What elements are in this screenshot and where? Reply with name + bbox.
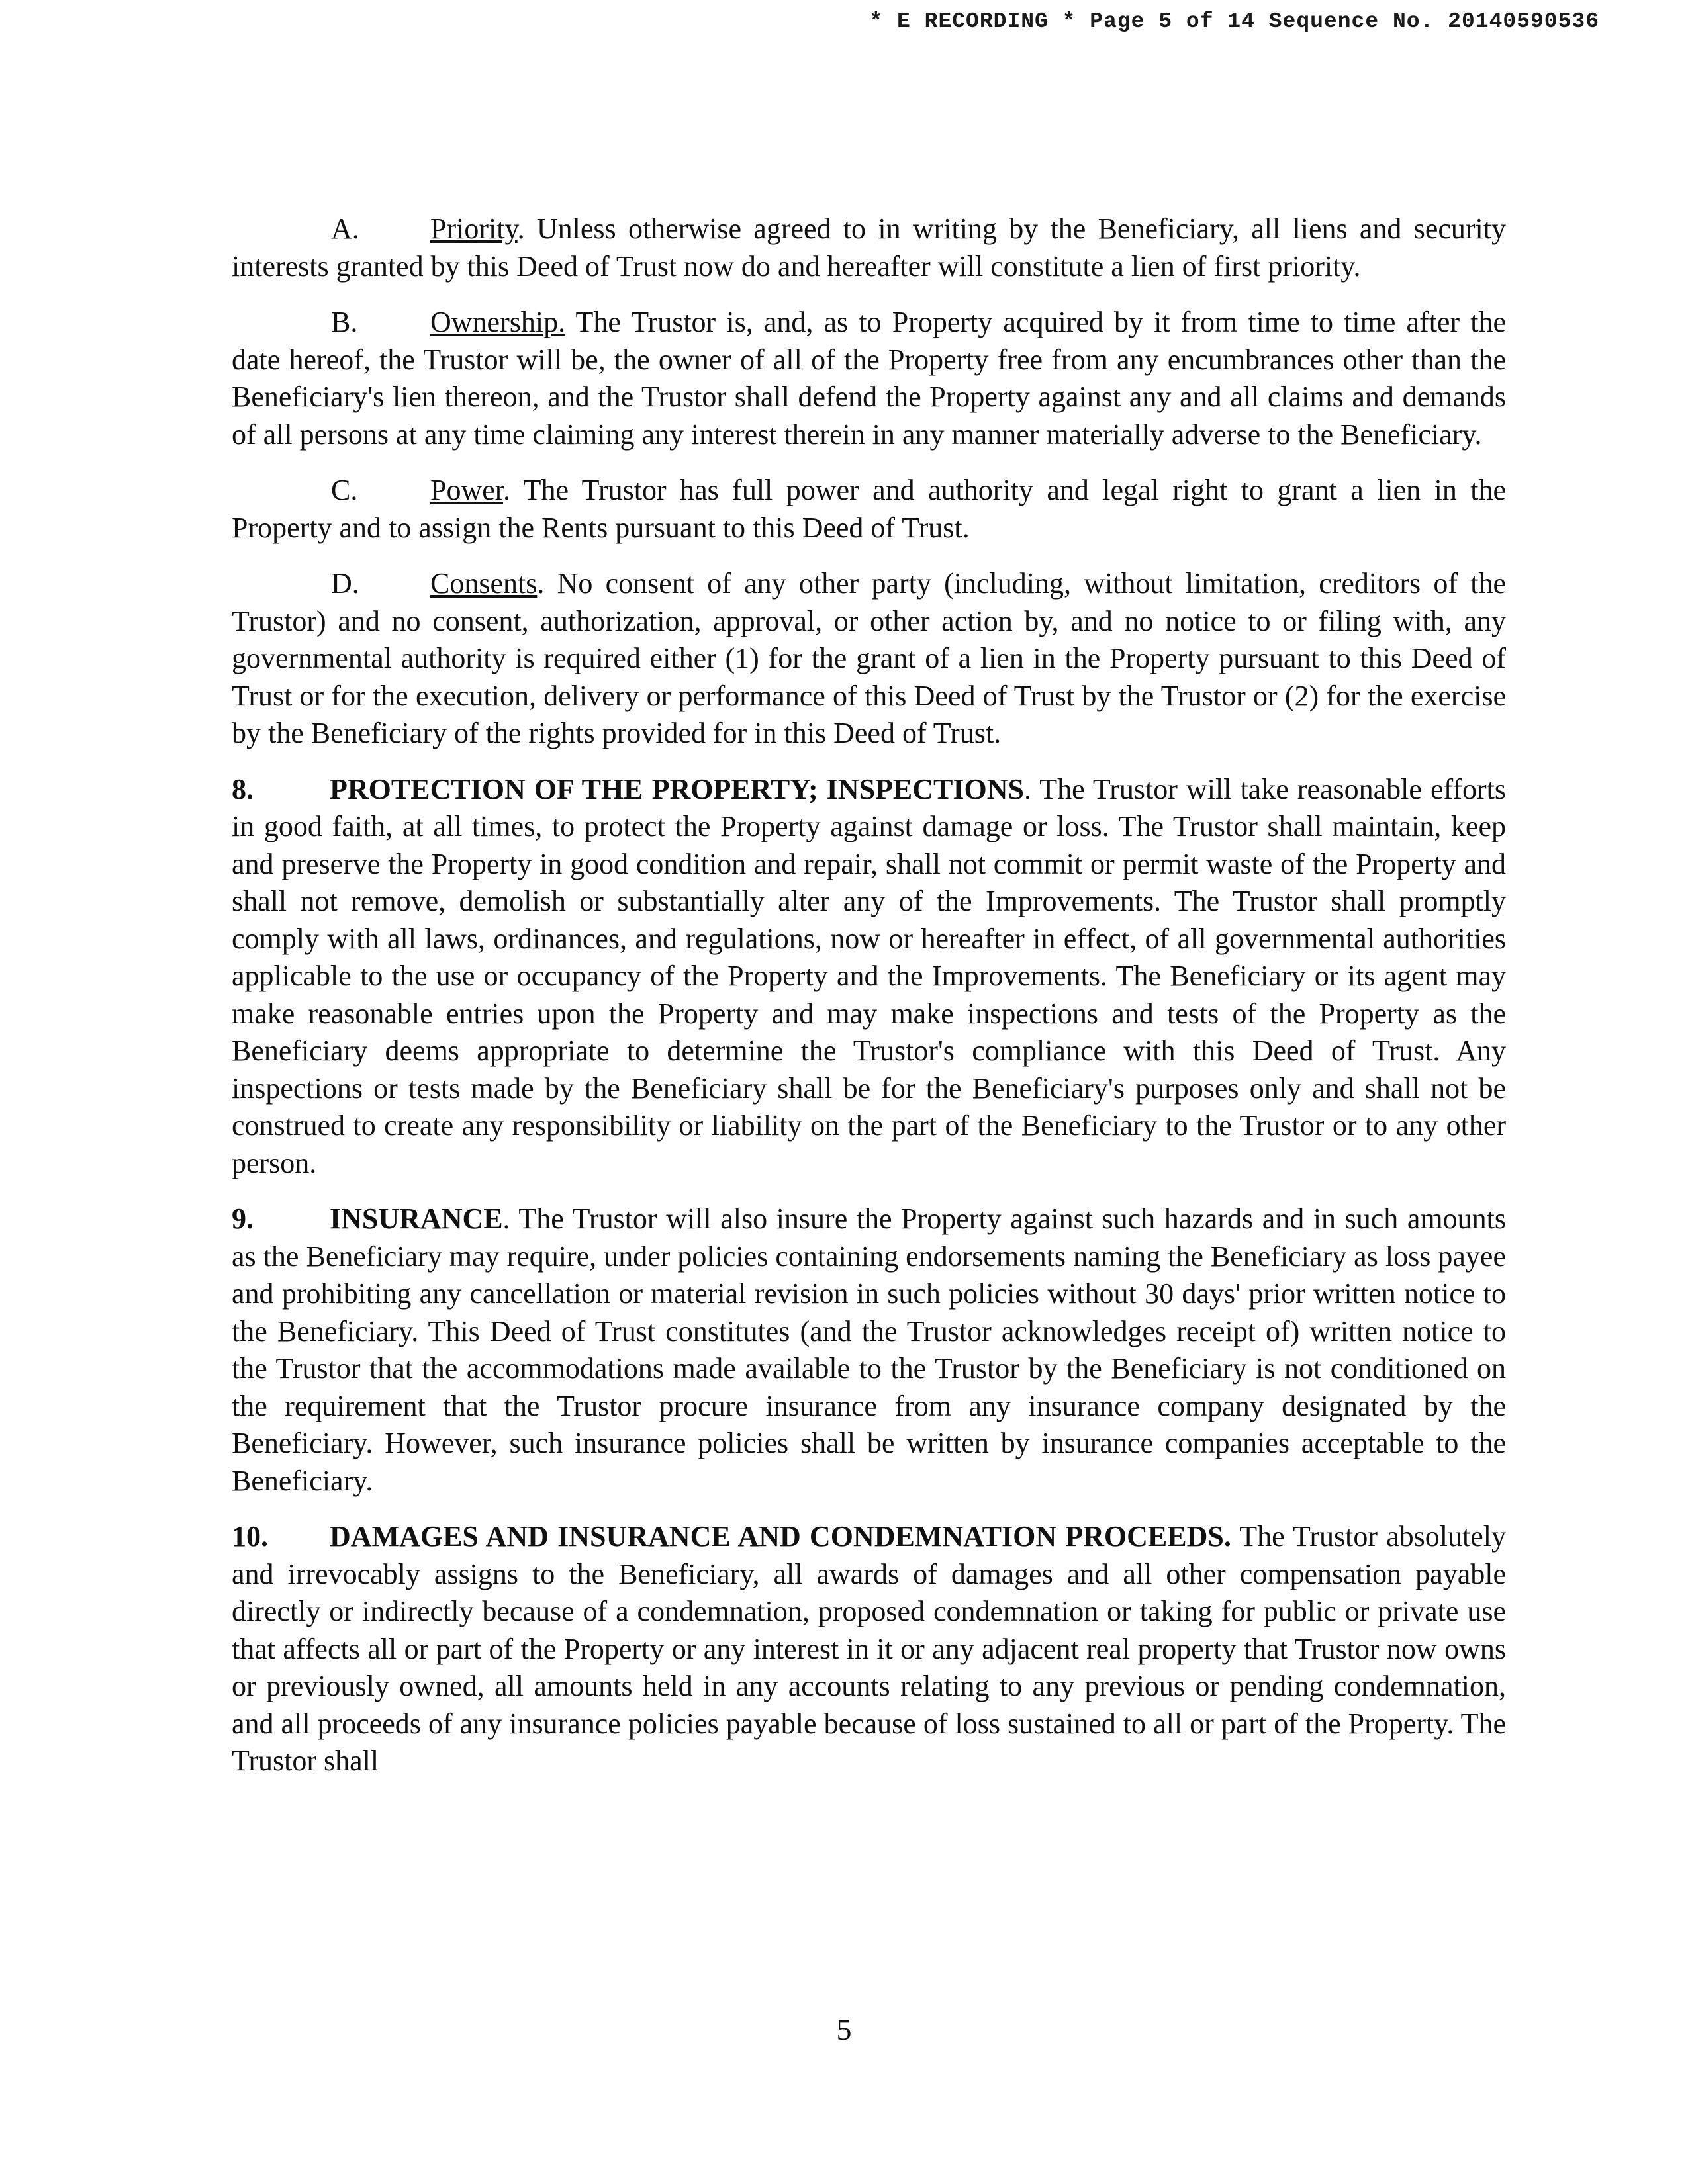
section-number: 9. <box>232 1203 254 1235</box>
section-8 <box>232 771 1506 1183</box>
section-text: . The Trustor will also insure the Property against such hazards and in such amounts as the Beneficiary may require, under policies containing endorsements naming the Beneficiary as loss payee and prohibiting any cancellation or material revision in such policies without 30 days' prior written notice to the Beneficiary. This Deed of Trust constitutes (and the Trustor acknowledges receipt of) written notice to the Trustor that the accommodations made available to the Trustor by the Beneficiary is not conditioned on the requirement that the Trustor procure insurance from any insurance company designated by the Beneficiary. However, such insurance policies shall be written by insurance companies acceptable to the Beneficiary. <box>232 1203 1506 1497</box>
section-9 <box>232 1201 1506 1500</box>
subsection-title: Priority <box>430 212 518 245</box>
subsection-title: Consents <box>430 567 538 600</box>
subsection-letter: C. <box>331 474 358 506</box>
document-body <box>232 210 1506 1799</box>
section-text: . The Trustor will take reasonable efforts in good faith, at all times, to protect the Property against damage or loss. The Trustor shall maintain, keep and preserve the Property in good condition and repair, shall not commit or permit waste of the Property and shall not remove, demolish or substantially alter any of the Improvements. The Trustor shall promptly comply with all laws, ordinances, and regulations, now or hereafter in effect, of all governmental authorities applicable to the use or occupancy of the Property and the Improvements. The Beneficiary or its agent may make reasonable entries upon the Property and may make inspections and tests of the Property as the Beneficiary deems appropriate to determine the Trustor's compliance with this Deed of Trust. Any inspections or tests made by the Beneficiary shall be for the Beneficiary's purposes only and shall not be construed to create any responsibility or liability on the part of the Beneficiary to the Trustor or to any other person. <box>232 772 1506 1179</box>
subsection-letter: B. <box>331 306 358 338</box>
section-text: The Trustor absolutely and irrevocably assigns to the Beneficiary, all awards of damages and all other compensation payable directly or indirectly because of a condemnation, proposed condemnation or taking for public or private use that affects all or part of the Property or any interest in it or any adjacent real property that Trustor now owns or previously owned, all amounts held in any accounts relating to any previous or pending condemnation, and all proceeds of any insurance policies payable because of loss sustained to all or part of the Property. The Trustor shall <box>232 1520 1506 1777</box>
subsection-text: The Trustor is, and, as to Property acquired by it from time to time after the date hereof, the Trustor will be, the owner of all of the Property free from any encumbrances other than the Beneficiary's lien thereon, and the Trustor shall defend the Property against any and all claims and demands of all persons at any time claiming any interest therein in any manner materially adverse to the Beneficiary. <box>232 306 1506 451</box>
section-number: 10. <box>232 1520 268 1553</box>
subsection-a <box>232 210 1506 285</box>
section-heading: INSURANCE <box>330 1203 503 1235</box>
subsection-b <box>232 304 1506 453</box>
subsection-text: . The Trustor has full power and authority and legal right to grant a lien in the Property and to assign the Rents pursuant to this Deed of Trust. <box>232 474 1506 544</box>
subsection-text: . No consent of any other party (including, without limitation, creditors of the Trustor) and no consent, authorization, approval, or other action by, and no notice to or filing with, any governmental authority is required either (1) for the grant of a lien in the Property pursuant to this Deed of Trust or for the execution, delivery or performance of this Deed of Trust by the Trustor or (2) for the exercise by the Beneficiary of the rights provided for in this Deed of Trust. <box>232 567 1506 749</box>
subsection-text: . Unless otherwise agreed to in writing by the Beneficiary, all liens and security interests granted by this Deed of Trust now do and hereafter will constitute a lien of first priority. <box>232 212 1506 283</box>
subsection-d <box>232 565 1506 752</box>
subsection-letter: D. <box>331 567 359 600</box>
subsection-title: Power <box>430 474 503 506</box>
subsection-c <box>232 472 1506 547</box>
subsection-title: Ownership. <box>430 306 566 338</box>
section-number: 8. <box>232 772 254 805</box>
page-number: 5 <box>836 2013 852 2046</box>
section-10 <box>232 1518 1506 1780</box>
section-heading: DAMAGES AND INSURANCE AND CONDEMNATION PROCEEDS. <box>330 1520 1231 1553</box>
subsection-letter: A. <box>331 212 359 245</box>
section-heading: PROTECTION OF THE PROPERTY; INSPECTIONS <box>330 772 1024 805</box>
recording-header: * E RECORDING * Page 5 of 14 Sequence No. 20140590536 <box>869 9 1599 34</box>
